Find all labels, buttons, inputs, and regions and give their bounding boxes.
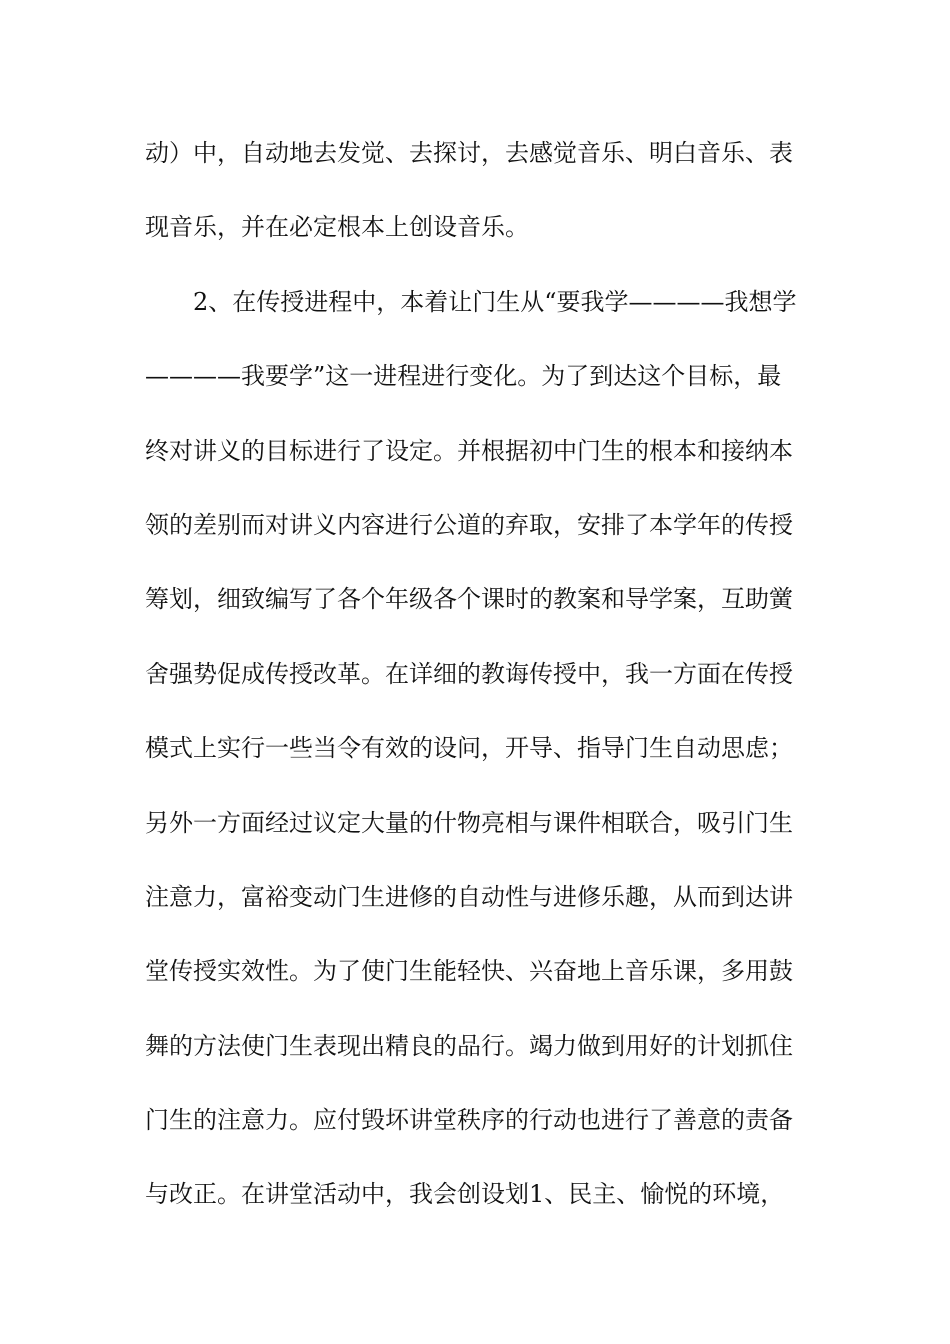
text-line: 动）中，自动地去发觉、去探讨，去感觉音乐、明白音乐、表 [145,139,793,167]
text-line: 另外一方面经过议定大量的什物亮相与课件相联合，吸引门生 [145,808,793,837]
text-line: 堂传授实效性。为了使门生能轻快、兴奋地上音乐课，多用鼓 [145,957,793,986]
text-line: 与改正。在讲堂活动中，我会创设划1、民主、愉悦的环境， [145,1180,785,1209]
text-line: 注意力，富裕变动门生进修的自动性与进修乐趣，从而到达讲 [145,882,793,911]
text-line: 筹划，细致编写了各个年级各个课时的教案和导学案，互助黉 [145,585,793,614]
text-line: ————我要学”这一进程进行变化。为了到达这个目标，最 [145,362,782,391]
text-line: 门生的注意力。应付毁坏讲堂秩序的行动也进行了善意的责备 [145,1106,793,1135]
text-line: 舞的方法使门生表现出精良的品行。竭力做到用好的计划抓住 [145,1031,793,1060]
text-line: 现音乐，并在必定根本上创设音乐。 [145,213,529,242]
text-line: 终对讲义的目标进行了设定。并根据初中门生的根本和接纳本 [145,436,793,465]
text-line: 2、在传授进程中，本着让门生从“要我学————我想学 [145,287,797,316]
body-text [145,128,805,1244]
text-line: 舍强势促成传授改革。在详细的教诲传授中，我一方面在传授 [145,659,793,688]
text-line: 模式上实行一些当令有效的设问，开导、指导门生自动思虑； [145,734,793,763]
text-line: 领的差别而对讲义内容进行公道的弃取，安排了本学年的传授 [145,510,793,539]
